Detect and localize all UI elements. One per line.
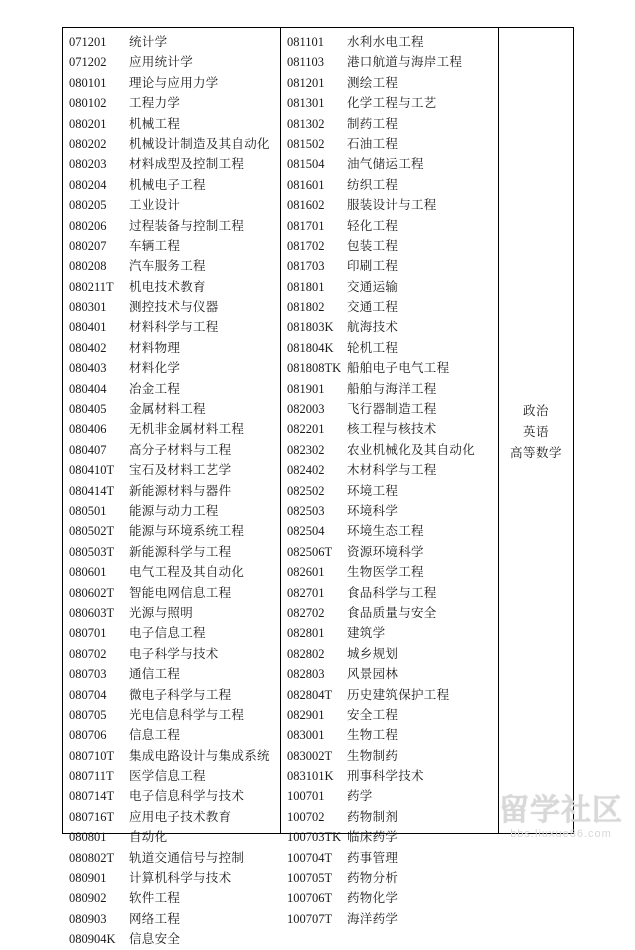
table-row: [63, 929, 280, 949]
table-row: [281, 134, 498, 154]
major-name: 智能电网信息工程: [129, 585, 232, 600]
major-name: 船舶电子电气工程: [347, 361, 450, 376]
major-code: 080601: [69, 565, 107, 580]
major-code: 080705: [69, 707, 107, 722]
major-code: 100704T: [287, 850, 333, 865]
major-code: 081302: [287, 116, 325, 131]
major-name: 历史建筑保护工程: [347, 687, 450, 702]
major-code: 082502: [287, 483, 325, 498]
major-code: 083101K: [287, 769, 334, 784]
major-name: 电子信息科学与技术: [129, 789, 245, 804]
major-name: 金属材料工程: [129, 402, 206, 417]
table-row: [63, 338, 280, 358]
table-row: [281, 175, 498, 195]
table-row: [63, 399, 280, 419]
major-name: 新能源科学与工程: [129, 544, 232, 559]
major-code: 080204: [69, 177, 107, 192]
major-name: 材料成型及控制工程: [129, 157, 245, 172]
major-code: 080714T: [69, 789, 115, 804]
table-row: [63, 501, 280, 521]
table-row: [63, 623, 280, 643]
major-name: 冶金工程: [129, 381, 181, 396]
table-row: [281, 419, 498, 439]
major-name: 电子科学与技术: [129, 646, 219, 661]
table-row: [63, 317, 280, 337]
major-code: 080603T: [69, 605, 115, 620]
major-name: 机电技术教育: [129, 279, 206, 294]
major-code: 080706: [69, 728, 107, 743]
table-row: [63, 440, 280, 460]
major-name: 包装工程: [347, 238, 399, 253]
major-code: 080904K: [69, 932, 116, 947]
table-row: [63, 644, 280, 664]
table-row: [281, 114, 498, 134]
major-name: 环境科学: [347, 503, 399, 518]
major-code: 083001: [287, 728, 325, 743]
major-name: 药物化学: [347, 891, 399, 906]
table-row: [63, 481, 280, 501]
table-row: [281, 236, 498, 256]
major-name: 服装设计与工程: [347, 198, 437, 213]
major-code: 080406: [69, 422, 107, 437]
table-row: [281, 216, 498, 236]
major-code: 081701: [287, 218, 325, 233]
table-row: [63, 807, 280, 827]
major-name: 食品科学与工程: [347, 585, 437, 600]
major-name: 测控技术与仪器: [129, 300, 219, 315]
table-row: [281, 664, 498, 684]
exam-subject: 政治: [522, 404, 549, 418]
major-code: 080503T: [69, 544, 115, 559]
major-name: 信息工程: [129, 728, 181, 743]
major-code: 080502T: [69, 524, 115, 539]
major-name: 药物制剂: [347, 809, 399, 824]
major-name: 交通运输: [347, 279, 399, 294]
table-row: [63, 746, 280, 766]
major-name: 材料科学与工程: [129, 320, 219, 335]
table-row: [63, 154, 280, 174]
major-name: 材料物理: [129, 340, 181, 355]
table-row: [63, 521, 280, 541]
major-name: 电子信息工程: [129, 626, 206, 641]
major-code: 082702: [287, 605, 325, 620]
table-row: [281, 297, 498, 317]
watermark-title: 留学社区: [499, 794, 623, 827]
major-name: 环境生态工程: [347, 524, 424, 539]
major-code: 081808TK: [287, 361, 342, 376]
major-name: 材料化学: [129, 361, 181, 376]
major-name: 光源与照明: [129, 605, 194, 620]
table-row: [281, 481, 498, 501]
table-row: [281, 868, 498, 888]
major-code: 080702: [69, 646, 107, 661]
major-code: 081103: [287, 55, 325, 70]
major-code: 081804K: [287, 340, 334, 355]
table-row: [63, 685, 280, 705]
major-code: 080203: [69, 157, 107, 172]
major-code: 080410T: [69, 463, 115, 478]
table-row: [63, 216, 280, 236]
major-name: 机械工程: [129, 116, 181, 131]
table-row: [281, 399, 498, 419]
table-row: [281, 705, 498, 725]
major-name: 应用统计学: [129, 55, 194, 70]
exam-subjects-list: [510, 401, 562, 464]
major-name: 计算机科学与技术: [129, 871, 232, 886]
table-row: [63, 114, 280, 134]
major-name: 工业设计: [129, 198, 181, 213]
table-row: [281, 644, 498, 664]
table-column-middle: [281, 28, 499, 926]
major-name: 食品质量与安全: [347, 605, 437, 620]
table-row: [281, 623, 498, 643]
major-code: 082802: [287, 646, 325, 661]
table-row: [281, 562, 498, 582]
major-code: 081702: [287, 238, 325, 253]
table-row: [281, 827, 498, 847]
major-name: 生物制药: [347, 748, 399, 763]
major-code: 080414T: [69, 483, 115, 498]
major-code: 080801: [69, 830, 107, 845]
major-name: 无机非金属材料工程: [129, 422, 245, 437]
table-column-left: [63, 28, 281, 947]
table-row: [63, 827, 280, 847]
table-row: [63, 786, 280, 806]
major-code: 080711T: [69, 769, 114, 784]
major-name: 风景园林: [347, 667, 399, 682]
table-row: [63, 277, 280, 297]
major-code: 100705T: [287, 871, 333, 886]
major-name: 车辆工程: [129, 238, 181, 253]
table-row: [281, 848, 498, 868]
major-code: 081504: [287, 157, 325, 172]
table-row: [63, 725, 280, 745]
major-code: 082601: [287, 565, 325, 580]
major-code: 080102: [69, 96, 107, 111]
major-code: 081101: [287, 35, 325, 49]
major-name: 过程装备与控制工程: [129, 218, 245, 233]
major-name: 药物分析: [347, 871, 399, 886]
major-name: 水利水电工程: [347, 35, 424, 49]
major-name: 石油工程: [347, 136, 399, 151]
table-row: [281, 277, 498, 297]
major-code: 082503: [287, 503, 325, 518]
major-code: 082201: [287, 422, 325, 437]
major-code: 082402: [287, 463, 325, 478]
table-row: [281, 379, 498, 399]
table-row: [63, 256, 280, 276]
exam-subject: 英语: [522, 425, 549, 439]
major-name: 汽车服务工程: [129, 259, 206, 274]
major-code: 071202: [69, 55, 107, 70]
table-row: [281, 583, 498, 603]
major-code: 081801: [287, 279, 325, 294]
table-column-exam-subjects: [499, 28, 573, 833]
major-name: 轻化工程: [347, 218, 399, 233]
table-row: [63, 664, 280, 684]
major-name: 安全工程: [347, 707, 399, 722]
major-code: 080802T: [69, 850, 115, 865]
major-code: 100701: [287, 789, 325, 804]
major-code: 081802: [287, 300, 325, 315]
table-row: [281, 909, 498, 929]
major-code: 082901: [287, 707, 325, 722]
table-row: [63, 460, 280, 480]
table-row: [281, 52, 498, 72]
major-name: 测绘工程: [347, 75, 399, 90]
major-code: 080602T: [69, 585, 115, 600]
major-code: 080208: [69, 259, 107, 274]
table-row: [281, 440, 498, 460]
major-name: 光电信息科学与工程: [129, 707, 245, 722]
major-code: 081803K: [287, 320, 334, 335]
major-name: 新能源材料与器件: [129, 483, 232, 498]
major-name: 能源与环境系统工程: [129, 524, 245, 539]
watermark-url: bbs.liuxue86.com: [510, 828, 612, 840]
major-name: 软件工程: [129, 891, 181, 906]
major-name: 制药工程: [347, 116, 399, 131]
major-name: 建筑学: [347, 626, 386, 641]
table-row: [281, 317, 498, 337]
table-row: [63, 73, 280, 93]
major-name: 药学: [347, 789, 373, 804]
major-code: 080207: [69, 238, 107, 253]
major-code: 082701: [287, 585, 325, 600]
major-name: 自动化: [129, 830, 168, 845]
major-name: 机械设计制造及其自动化: [129, 136, 270, 151]
major-name: 化学工程与工艺: [347, 96, 437, 111]
major-code: 080101: [69, 75, 107, 90]
major-name: 环境工程: [347, 483, 399, 498]
major-code: 080901: [69, 871, 107, 886]
major-name: 船舶与海洋工程: [347, 381, 437, 396]
major-name: 应用电子技术教育: [129, 809, 232, 824]
major-name: 药事管理: [347, 850, 399, 865]
major-code: 080211T: [69, 279, 114, 294]
major-code: 082506T: [287, 544, 333, 559]
exam-subject: 高等数学: [509, 446, 562, 460]
major-code: 080205: [69, 198, 107, 213]
table-row: [63, 93, 280, 113]
major-code: 080206: [69, 218, 107, 233]
major-name: 海洋药学: [347, 911, 399, 926]
table-row: [63, 419, 280, 439]
table-row: [281, 685, 498, 705]
major-name: 高分子材料与工程: [129, 442, 232, 457]
major-name: 油气储运工程: [347, 157, 424, 172]
table-row: [63, 358, 280, 378]
major-name: 刑事科学技术: [347, 769, 424, 784]
table-row: [281, 746, 498, 766]
major-name: 纺织工程: [347, 177, 399, 192]
major-name: 网络工程: [129, 911, 181, 926]
table-row: [281, 786, 498, 806]
major-name: 资源环境科学: [347, 544, 424, 559]
major-name: 木材科学与工程: [347, 463, 437, 478]
major-code: 080404: [69, 381, 107, 396]
major-name: 农业机械化及其自动化: [347, 442, 476, 457]
table-row: [281, 807, 498, 827]
table-row: [63, 868, 280, 888]
table-row: [281, 766, 498, 786]
major-code: 071201: [69, 35, 107, 49]
table-row: [63, 562, 280, 582]
major-name: 电气工程及其自动化: [129, 565, 245, 580]
major-name: 统计学: [129, 35, 168, 49]
major-code: 081703: [287, 259, 325, 274]
major-name: 港口航道与海岸工程: [347, 55, 463, 70]
major-code: 080405: [69, 402, 107, 417]
major-code: 100707T: [287, 911, 333, 926]
major-code: 100703TK: [287, 830, 342, 845]
major-code: 082504: [287, 524, 325, 539]
table-row: [281, 542, 498, 562]
major-name: 宝石及材料工艺学: [129, 463, 232, 478]
major-code: 080716T: [69, 809, 115, 824]
table-row: [281, 358, 498, 378]
table-row: [63, 379, 280, 399]
major-code: 081901: [287, 381, 325, 396]
major-name: 能源与动力工程: [129, 503, 219, 518]
major-code: 082803: [287, 667, 325, 682]
major-code: 080902: [69, 891, 107, 906]
table-row: [63, 236, 280, 256]
table-row: [281, 154, 498, 174]
table-row: [281, 501, 498, 521]
major-name: 通信工程: [129, 667, 181, 682]
major-code: 100706T: [287, 891, 333, 906]
major-name: 轨道交通信号与控制: [129, 850, 245, 865]
major-code: 100702: [287, 809, 325, 824]
major-name: 印刷工程: [347, 259, 399, 274]
major-name: 信息安全: [129, 932, 181, 947]
table-row: [63, 52, 280, 72]
major-code: 080402: [69, 340, 107, 355]
table-row: [281, 603, 498, 623]
table-row: [281, 460, 498, 480]
table-row: [63, 603, 280, 623]
major-code: 080301: [69, 300, 107, 315]
table-row: [63, 175, 280, 195]
table-row: [281, 93, 498, 113]
table-row: [63, 766, 280, 786]
table-row: [63, 888, 280, 908]
major-code: 082804T: [287, 687, 333, 702]
table-row: [63, 32, 280, 52]
major-name: 微电子科学与工程: [129, 687, 232, 702]
major-code: 080703: [69, 667, 107, 682]
major-code: 082302: [287, 442, 325, 457]
major-code: 081601: [287, 177, 325, 192]
table-row: [63, 583, 280, 603]
table-row: [281, 195, 498, 215]
table-row: [281, 725, 498, 745]
major-code: 080710T: [69, 748, 115, 763]
major-name: 生物工程: [347, 728, 399, 743]
major-name: 核工程与核技术: [347, 422, 437, 437]
major-code: 083002T: [287, 748, 333, 763]
table-row: [63, 542, 280, 562]
major-name: 城乡规划: [347, 646, 399, 661]
table-row: [281, 521, 498, 541]
table-row: [63, 848, 280, 868]
table-row: [63, 134, 280, 154]
table-row: [281, 338, 498, 358]
major-code: 082003: [287, 402, 325, 417]
major-code: 081301: [287, 96, 325, 111]
major-code: 080903: [69, 911, 107, 926]
major-name: 飞行器制造工程: [347, 402, 437, 417]
major-name: 工程力学: [129, 96, 181, 111]
table-row: [63, 705, 280, 725]
table-row: [281, 256, 498, 276]
table-row: [63, 195, 280, 215]
major-name: 集成电路设计与集成系统: [129, 748, 270, 763]
major-name: 机械电子工程: [129, 177, 206, 192]
major-code: 080704: [69, 687, 107, 702]
major-code: 080202: [69, 136, 107, 151]
major-code: 082801: [287, 626, 325, 641]
major-code: 081502: [287, 136, 325, 151]
major-code: 081201: [287, 75, 325, 90]
major-code: 080401: [69, 320, 107, 335]
major-code: 080403: [69, 361, 107, 376]
major-name: 临床药学: [347, 830, 399, 845]
table-row: [281, 888, 498, 908]
major-code: 080701: [69, 626, 107, 641]
major-name: 生物医学工程: [347, 565, 424, 580]
major-name: 理论与应用力学: [129, 75, 219, 90]
major-name: 轮机工程: [347, 340, 399, 355]
major-name: 医学信息工程: [129, 769, 206, 784]
table-row: [63, 297, 280, 317]
table-row: [281, 32, 498, 52]
major-code: 080201: [69, 116, 107, 131]
major-code: 080501: [69, 503, 107, 518]
major-name: 交通工程: [347, 300, 399, 315]
table-row: [281, 73, 498, 93]
major-code: 081602: [287, 198, 325, 213]
table-row: [63, 909, 280, 929]
major-code: 080407: [69, 442, 107, 457]
major-name: 航海技术: [347, 320, 399, 335]
